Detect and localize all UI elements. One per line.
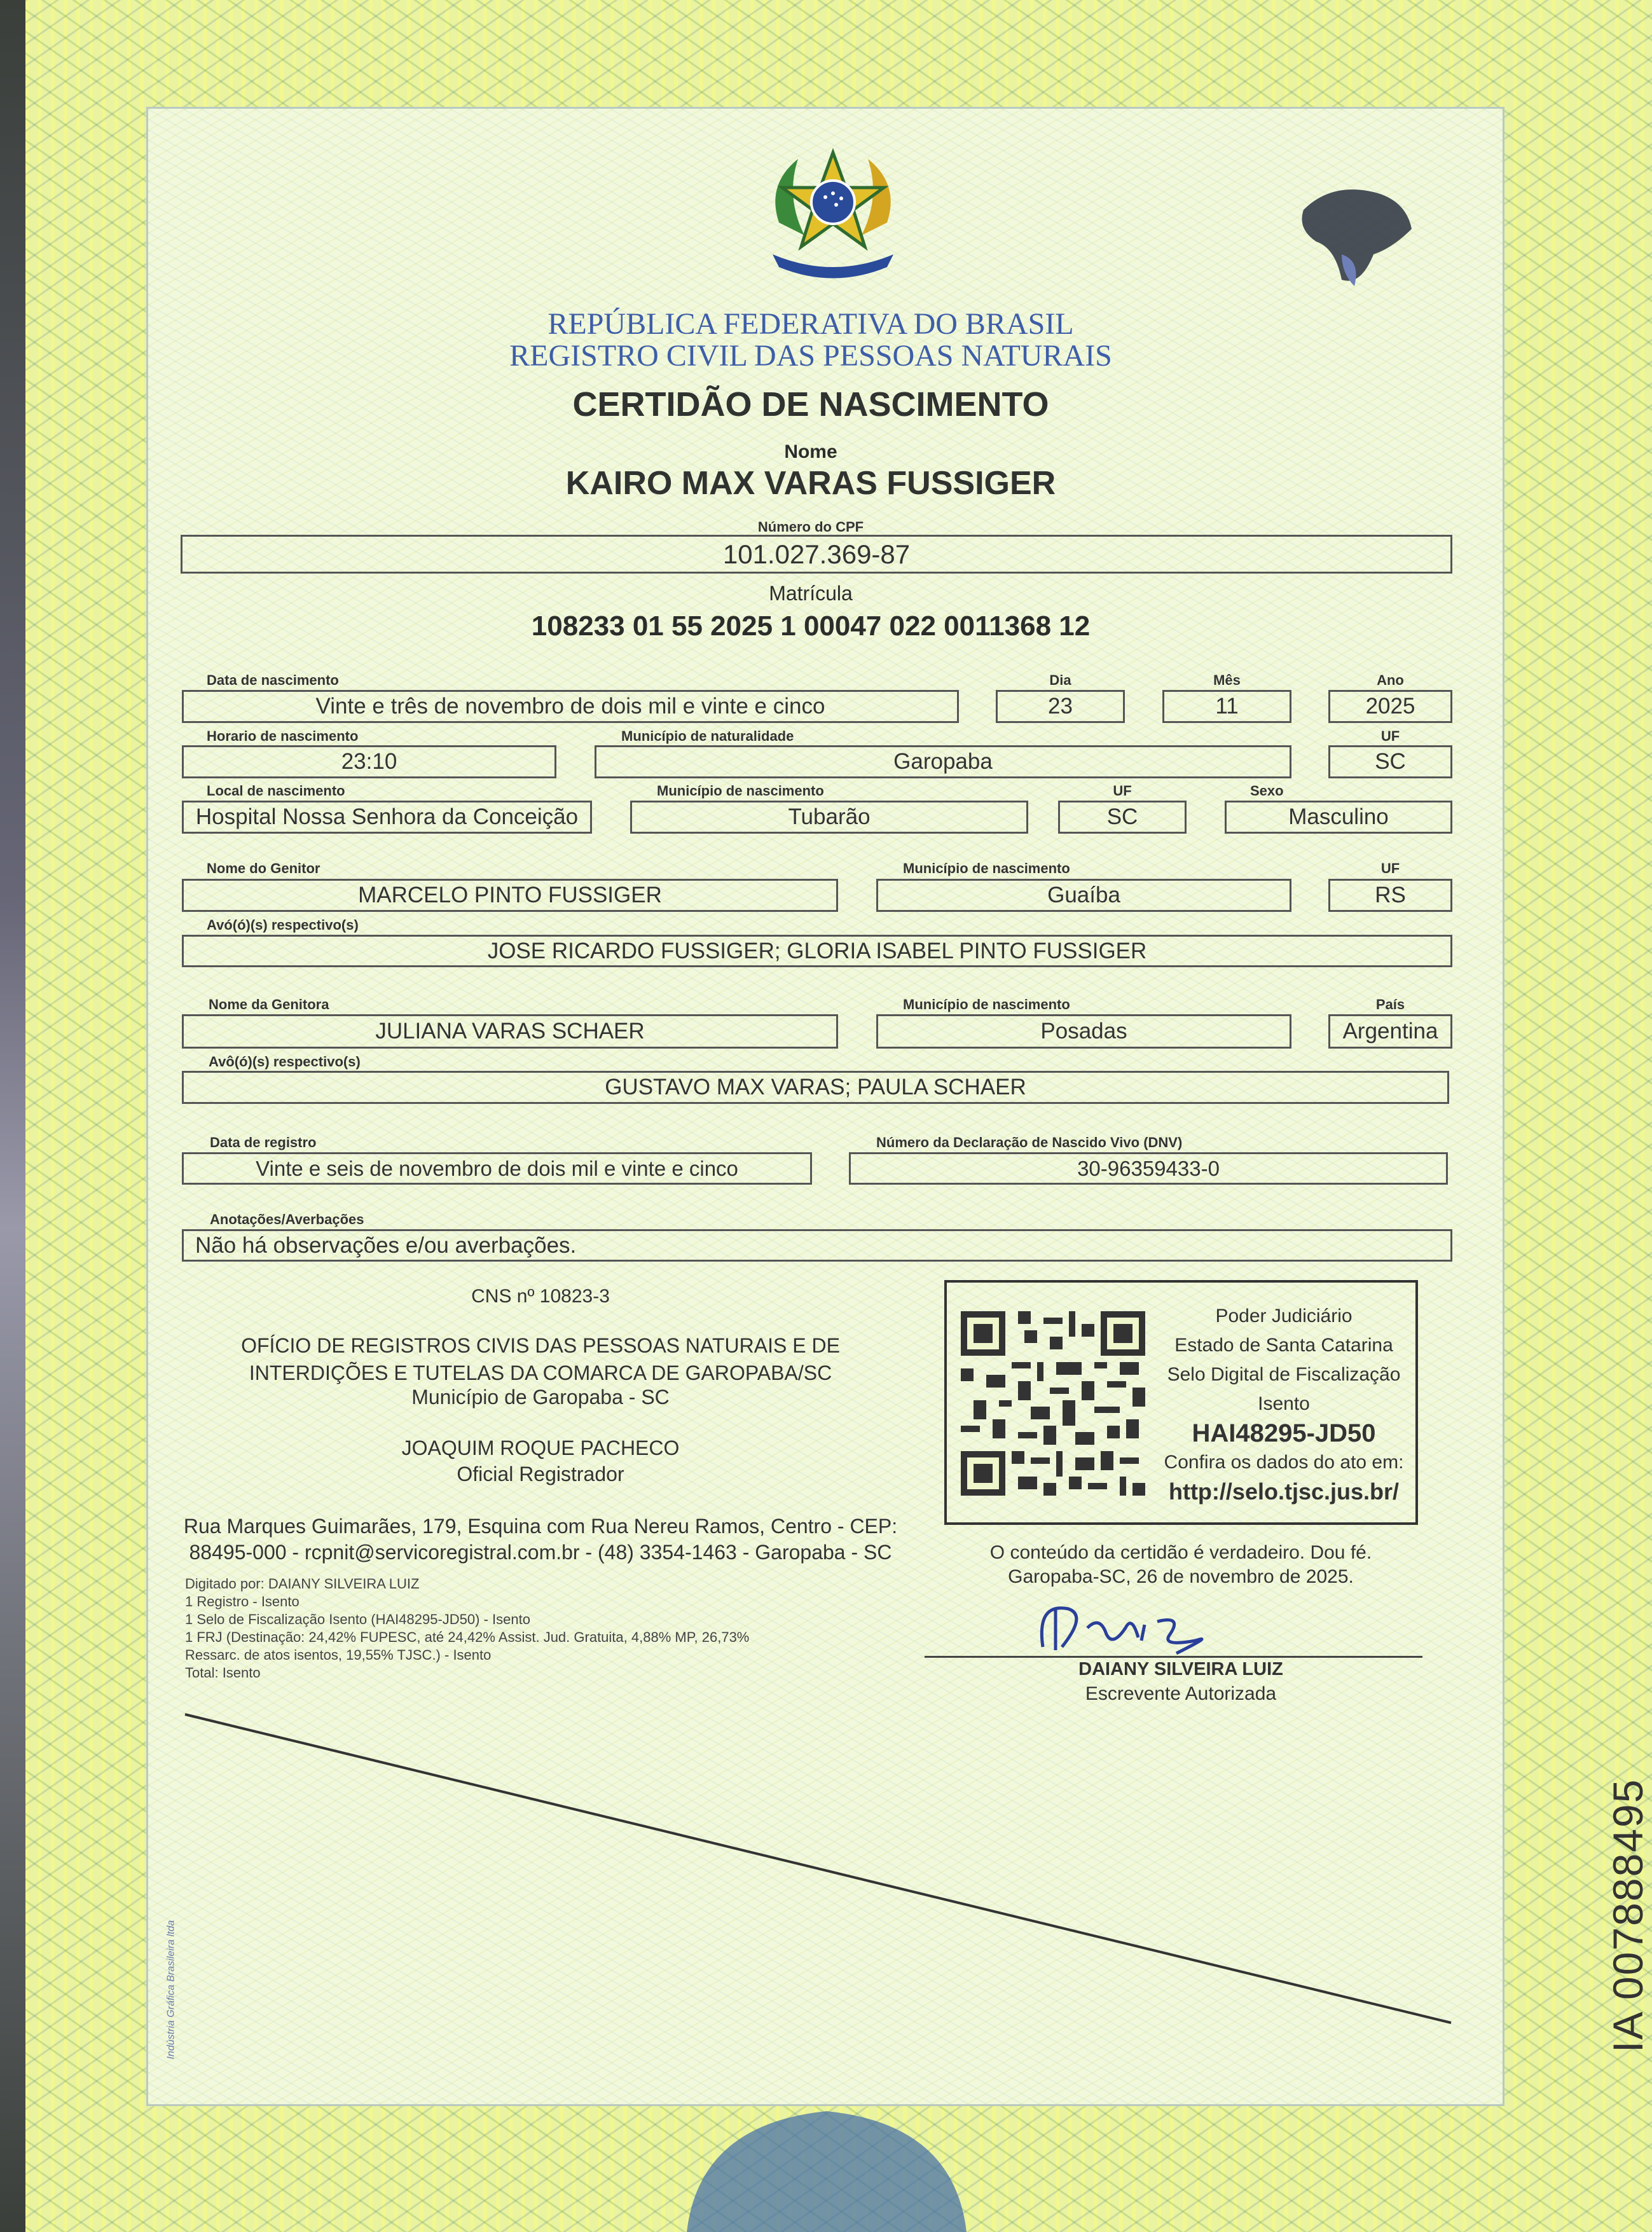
mother-country-field: Argentina: [1328, 1014, 1452, 1049]
birth-uf-label: UF: [1113, 783, 1132, 799]
notes-field: Não há observações e/ou averbações.: [182, 1229, 1452, 1262]
mother-city-label: Município de nascimento: [903, 996, 1070, 1012]
fee-line: Ressarc. de atos isentos, 19,55% TJSC.) - Isento: [185, 1647, 492, 1663]
officer-role: Oficial Registrador: [457, 1463, 624, 1485]
cns-number: CNS nº 10823-3: [471, 1286, 610, 1307]
fee-line: 1 Registro - Isento: [185, 1594, 299, 1609]
matricula-value: 108233 01 55 2025 1 00047 022 0011368 12: [531, 610, 1091, 642]
day-field: 23: [996, 690, 1125, 723]
father-uf-label: UF: [1380, 860, 1400, 876]
officer-name: JOAQUIM ROQUE PACHECO: [401, 1436, 680, 1459]
printer-name: Indústria Gráfica Brasileira ltda: [165, 1920, 177, 2060]
seal-code: HAI48295-JD50: [1192, 1419, 1376, 1447]
header-registry: REGISTRO CIVIL DAS PESSOAS NATURAIS: [509, 339, 1112, 373]
document-title: CERTIDÃO DE NASCIMENTO: [572, 385, 1049, 424]
father-city-field: Guaíba: [876, 879, 1291, 912]
birth-date-field: Vinte e três de novembro de dois mil e vinte e cinco: [182, 690, 959, 723]
year-label: Ano: [1377, 672, 1404, 688]
day-label: Dia: [1049, 672, 1071, 688]
office-address-line1: Rua Marques Guimarães, 179, Esquina com Rua Nereu Ramos, Centro - CEP:: [183, 1515, 898, 1538]
fee-line: 1 FRJ (Destinação: 24,42% FUPESC, até 24,42% Assist. Jud. Gratuita, 4,88% MP, 26,73%: [185, 1629, 750, 1645]
attestation-date: Garopaba-SC, 26 de novembro de 2025.: [1008, 1566, 1354, 1587]
office-address-line2: 88495-000 - rcpnit@servicoregistral.com.br - (48) 3354-1463 - Garopaba - SC: [189, 1541, 892, 1564]
birth-date-label: Data de nascimento: [207, 672, 339, 688]
mother-label: Nome da Genitora: [209, 996, 329, 1012]
birth-uf-field: SC: [1058, 801, 1187, 834]
fee-total: Total: Isento: [185, 1665, 261, 1681]
father-label: Nome do Genitor: [207, 860, 320, 876]
seal-check-text: Confira os dados do ato em:: [1164, 1452, 1404, 1473]
name-label: Nome: [784, 441, 837, 462]
seal-line-digital: Selo Digital de Fiscalização: [1167, 1364, 1401, 1385]
mother-country-label: País: [1375, 996, 1405, 1012]
dnv-field: 30-96359433-0: [849, 1152, 1448, 1185]
mother-city-field: Posadas: [876, 1014, 1291, 1049]
seal-url-link[interactable]: http://selo.tjsc.jus.br/: [1168, 1478, 1400, 1505]
naturalidade-uf-label: UF: [1380, 728, 1400, 744]
cpf-label: Número do CPF: [757, 519, 864, 535]
birth-time-field: 23:10: [182, 745, 556, 778]
fee-line: 1 Selo de Fiscalização Isento (HAI48295-JD50) - Isento: [185, 1611, 530, 1627]
serial-number: IA 007888495: [1604, 1778, 1651, 2053]
month-field: 11: [1162, 690, 1291, 723]
attestation-line1: O conteúdo da certidão é verdadeiro. Dou fé.: [989, 1542, 1372, 1563]
registered-name: KAIRO MAX VARAS FUSSIGER: [565, 465, 1056, 502]
signer-name: DAIANY SILVEIRA LUIZ: [1078, 1659, 1283, 1679]
birth-place-field: Hospital Nossa Senhora da Conceição: [182, 801, 592, 834]
birth-city-label: Município de nascimento: [657, 783, 824, 799]
naturalidade-field: Garopaba: [595, 745, 1291, 778]
sex-label: Sexo: [1250, 783, 1284, 799]
birth-place-label: Local de nascimento: [207, 783, 345, 799]
typed-by: Digitado por: DAIANY SILVEIRA LUIZ: [185, 1576, 420, 1592]
father-grandparents-field: JOSE RICARDO FUSSIGER; GLORIA ISABEL PINTO FUSSIGER: [182, 935, 1452, 967]
registration-date-field: Vinte e seis de novembro de dois mil e vinte e cinco: [182, 1152, 812, 1185]
mother-grandparents-label: Avô(ó)(s) respectivo(s): [209, 1054, 361, 1070]
naturalidade-uf-field: SC: [1328, 745, 1452, 778]
mother-name-field: JULIANA VARAS SCHAER: [182, 1014, 838, 1049]
seal-line-judiciary: Poder Judiciário: [1215, 1305, 1353, 1326]
matricula-label: Matrícula: [769, 582, 853, 605]
month-label: Mês: [1213, 672, 1241, 688]
office-name-line2: INTERDIÇÕES E TUTELAS DA COMARCA DE GAROPABA/SC: [249, 1361, 832, 1384]
father-grandparents-label: Avó(ó)(s) respectivo(s): [207, 917, 359, 933]
office-municipality: Município de Garopaba - SC: [411, 1386, 670, 1409]
seal-line-exempt: Isento: [1258, 1393, 1310, 1414]
birth-time-label: Horario de nascimento: [207, 728, 359, 744]
year-field: 2025: [1328, 690, 1452, 723]
naturalidade-label: Município de naturalidade: [621, 728, 794, 744]
birth-city-field: Tubarão: [630, 801, 1028, 834]
sex-field: Masculino: [1225, 801, 1452, 834]
dnv-label: Número da Declaração de Nascido Vivo (DNV): [876, 1134, 1183, 1150]
notes-label: Anotações/Averbações: [210, 1211, 364, 1227]
registration-date-label: Data de registro: [210, 1134, 317, 1150]
mother-grandparents-field: GUSTAVO MAX VARAS; PAULA SCHAER: [182, 1071, 1449, 1104]
father-city-label: Município de nascimento: [903, 860, 1070, 876]
office-name-line1: OFÍCIO DE REGISTROS CIVIS DAS PESSOAS NATURAIS E DE: [241, 1334, 840, 1357]
father-name-field: MARCELO PINTO FUSSIGER: [182, 879, 838, 912]
seal-line-state: Estado de Santa Catarina: [1174, 1335, 1393, 1356]
father-uf-field: RS: [1328, 879, 1452, 912]
cpf-field: 101.027.369-87: [181, 535, 1452, 574]
signer-role: Escrevente Autorizada: [1085, 1683, 1277, 1704]
header-republic: REPÚBLICA FEDERATIVA DO BRASIL: [547, 307, 1074, 341]
